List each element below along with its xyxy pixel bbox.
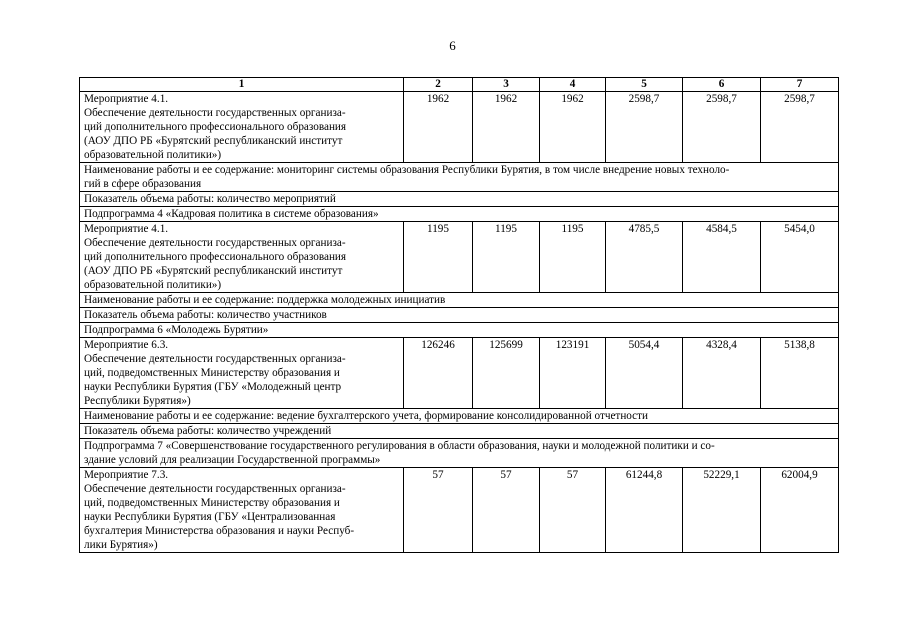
description-line: Обеспечение деятельности государственных организа- [84, 237, 346, 249]
section-text-cell [80, 163, 839, 192]
budget-table [79, 77, 839, 553]
description-line: образовательной политики») [84, 149, 222, 161]
section-text-line: Наименование работы и ее содержание: поддержка молодежных инициатив [84, 294, 446, 306]
description-line: Мероприятие 4.1. [84, 93, 169, 105]
section-text-cell [80, 439, 839, 468]
section-text-line: Подпрограмма 6 «Молодежь Бурятии» [84, 324, 269, 336]
description-line: науки Республики Бурятия (ГБУ «Централизованная [84, 511, 336, 523]
description-line: (АОУ ДПО РБ «Бурятский республиканский институт [84, 135, 343, 147]
section-text-line: Подпрограмма 4 «Кадровая политика в системе образования» [84, 208, 379, 220]
description-line: Мероприятие 6.3. [84, 339, 169, 351]
table-body [80, 78, 839, 553]
page-number: 6 [449, 38, 456, 53]
section-text-line: Наименование работы и ее содержание: ведение бухгалтерского учета, формирование консолидированной отчетности [84, 410, 649, 422]
activity-description-cell [80, 222, 404, 293]
activity-description-cell [80, 468, 404, 553]
value-cell: 2598,7 [683, 92, 761, 163]
table-section-row [80, 293, 839, 308]
table-section-row [80, 308, 839, 323]
section-text-line: Показатель объема работы: количество мероприятий [84, 193, 336, 205]
value-cell: 57 [473, 468, 540, 553]
table-section-row [80, 424, 839, 439]
value-cell: 61244,8 [606, 468, 683, 553]
column-header: 4 [540, 78, 606, 92]
value-cell: 5054,4 [606, 338, 683, 409]
table-section-row [80, 163, 839, 192]
description-line: Обеспечение деятельности государственных организа- [84, 107, 346, 119]
table-row [80, 338, 839, 409]
value-cell: 1962 [473, 92, 540, 163]
description-line: ций, подведомственных Министерству образования и [84, 497, 340, 509]
table-section-row [80, 207, 839, 222]
value-cell: 4584,5 [683, 222, 761, 293]
section-text-line: Показатель объема работы: количество учреждений [84, 425, 332, 437]
section-text-cell [80, 192, 839, 207]
value-cell: 5454,0 [761, 222, 839, 293]
section-text-line: Показатель объема работы: количество участников [84, 309, 327, 321]
activity-description-cell [80, 92, 404, 163]
description-line: Мероприятие 7.3. [84, 469, 169, 481]
table-section-row [80, 439, 839, 468]
value-cell: 126246 [404, 338, 473, 409]
description-line: Республики Бурятия») [84, 395, 191, 407]
description-line: лики Бурятия») [84, 539, 158, 551]
value-cell: 1195 [473, 222, 540, 293]
value-cell: 2598,7 [606, 92, 683, 163]
section-text-cell [80, 424, 839, 439]
description-line: (АОУ ДПО РБ «Бурятский республиканский институт [84, 265, 343, 277]
section-text-cell [80, 409, 839, 424]
description-line: Обеспечение деятельности государственных организа- [84, 483, 346, 495]
column-header: 1 [80, 78, 404, 92]
value-cell: 4785,5 [606, 222, 683, 293]
table-row [80, 222, 839, 293]
value-cell: 5138,8 [761, 338, 839, 409]
table-section-row [80, 409, 839, 424]
table-row [80, 92, 839, 163]
column-header: 5 [606, 78, 683, 92]
table-row [80, 468, 839, 553]
description-line: ций дополнительного профессионального образования [84, 251, 347, 263]
value-cell: 57 [404, 468, 473, 553]
section-text-line: Подпрограмма 7 «Совершенствование государственного регулирования в области образования, науки и молодежной политики и со- [84, 440, 715, 452]
activity-description-cell [80, 338, 404, 409]
section-text-line: гий в сфере образования [84, 178, 202, 190]
description-line: образовательной политики») [84, 279, 222, 291]
value-cell: 4328,4 [683, 338, 761, 409]
table-header-row [80, 78, 839, 92]
description-line: Обеспечение деятельности государственных организа- [84, 353, 346, 365]
description-line: бухгалтерия Министерства образования и науки Респуб- [84, 525, 355, 537]
value-cell: 52229,1 [683, 468, 761, 553]
section-text-cell [80, 207, 839, 222]
section-text-line: Наименование работы и ее содержание: мониторинг системы образования Республики Бурятия, в том числе внедрение новых техноло- [84, 164, 730, 176]
section-text-cell [80, 323, 839, 338]
section-text-cell [80, 293, 839, 308]
section-text-line: здание условий для реализации Государственной программы» [84, 454, 381, 466]
description-line: Мероприятие 4.1. [84, 223, 169, 235]
column-header: 7 [761, 78, 839, 92]
column-header: 6 [683, 78, 761, 92]
value-cell: 2598,7 [761, 92, 839, 163]
value-cell: 57 [540, 468, 606, 553]
section-text-cell [80, 308, 839, 323]
value-cell: 1962 [404, 92, 473, 163]
description-line: науки Республики Бурятия (ГБУ «Молодежный центр [84, 381, 342, 393]
table-section-row [80, 192, 839, 207]
value-cell: 1962 [540, 92, 606, 163]
value-cell: 62004,9 [761, 468, 839, 553]
table-section-row [80, 323, 839, 338]
column-header: 2 [404, 78, 473, 92]
description-line: ций, подведомственных Министерству образования и [84, 367, 340, 379]
value-cell: 125699 [473, 338, 540, 409]
value-cell: 123191 [540, 338, 606, 409]
column-header: 3 [473, 78, 540, 92]
value-cell: 1195 [540, 222, 606, 293]
value-cell: 1195 [404, 222, 473, 293]
description-line: ций дополнительного профессионального образования [84, 121, 347, 133]
